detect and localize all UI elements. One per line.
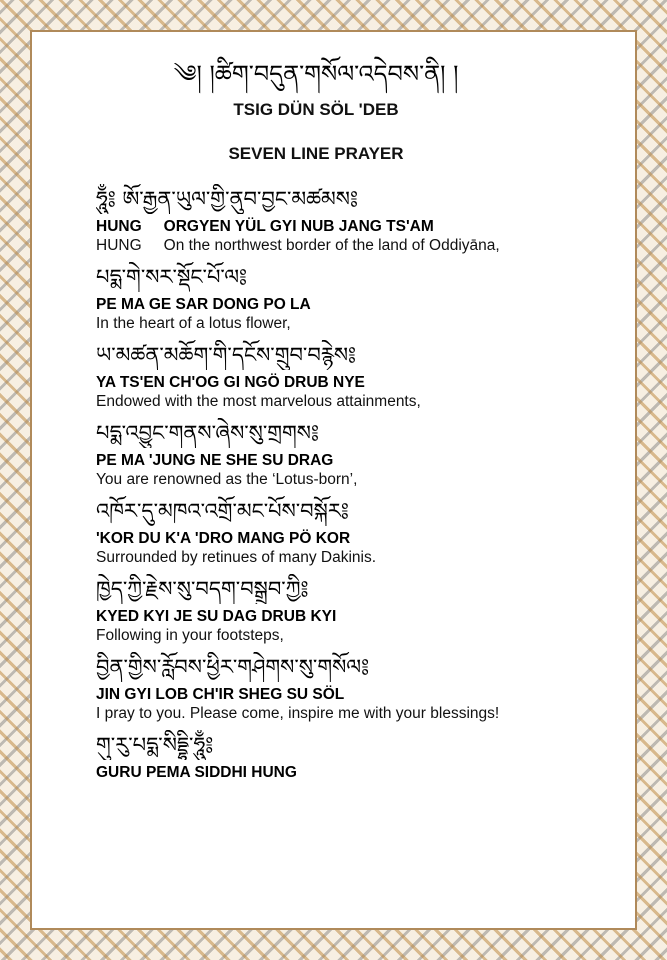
transliteration-text: ORGYEN YÜL GYI NUB JANG TS'AM — [163, 218, 434, 235]
page-subtitle: SEVEN LINE PRAYER — [228, 144, 404, 163]
tibetan-line: ཧཱུྃ༔ ཨོ་རྒྱན་ཡུལ་གྱི་ནུབ་བྱང་མཚམས༔ — [96, 187, 358, 211]
verse-1 — [96, 184, 536, 255]
translation-line: Surrounded by retinues of many Dakinis. — [96, 549, 377, 566]
translation-line — [96, 236, 536, 255]
verse-7 — [96, 652, 536, 723]
tibetan-line: འཁོར་དུ་མཁའ་འགྲོ་མང་པོས་བསྐོར༔ — [96, 499, 349, 523]
prayer-document — [96, 56, 536, 789]
verse-2 — [96, 262, 536, 333]
tibetan-line: བྱིན་གྱིས་རློབས་ཕྱིར་གཤེགས་སུ་གསོལ༔ — [96, 655, 370, 679]
verse-3 — [96, 340, 536, 411]
transliteration-line — [96, 217, 536, 236]
translation-text: On the northwest border of the land of Oddiyāna, — [163, 237, 500, 254]
verse-6 — [96, 574, 536, 645]
transliteration-line: GURU PEMA SIDDHI HUNG — [96, 764, 297, 781]
tibetan-line: ཡ་མཚན་མཆོག་གི་དངོས་གྲུབ་བརྙེས༔ — [96, 343, 357, 367]
transliteration-line: JIN GYI LOB CH'IR SHEG SU SÖL — [96, 686, 345, 703]
tibetan-line: གུ་རུ་པདྨ་སིདྡྷི་ཧཱུྃ༔ — [96, 733, 214, 757]
translation-line: You are renowned as the ‘Lotus-born’, — [96, 471, 358, 488]
transliteration-line: YA TS'EN CH'OG GI NGÖ DRUB NYE — [96, 374, 365, 391]
page-title: TSIG DÜN SÖL 'DEB — [233, 100, 399, 119]
tibetan-line: པདྨ་གེ་སར་སྡོང་པོ་ལ༔ — [96, 265, 248, 289]
transliteration-line: 'KOR DU K'A 'DRO MANG PÖ KOR — [96, 530, 351, 547]
translation-line: Endowed with the most marvelous attainments, — [96, 393, 421, 410]
transliteration-prefix: HUNG — [96, 218, 142, 235]
translation-prefix: HUNG — [96, 237, 142, 254]
transliteration-line: KYED KYI JE SU DAG DRUB KYI — [96, 608, 337, 625]
tibetan-line: པདྨ་འབྱུང་གནས་ཞེས་སུ་གྲགས༔ — [96, 421, 319, 445]
translation-line: In the heart of a lotus flower, — [96, 315, 291, 332]
tibetan-title: ༄། །ཚིག་བདུན་གསོལ་འདེབས་ནི། ། — [173, 60, 459, 88]
translation-line: Following in your footsteps, — [96, 627, 284, 644]
verse-list — [96, 184, 536, 782]
verse-5 — [96, 496, 536, 567]
verse-8 — [96, 730, 536, 782]
tibetan-line: ཁྱེད་ཀྱི་རྗེས་སུ་བདག་བསྒྲུབ་ཀྱི༔ — [96, 577, 309, 601]
transliteration-line: PE MA GE SAR DONG PO LA — [96, 296, 311, 313]
transliteration-line: PE MA 'JUNG NE SHE SU DRAG — [96, 452, 334, 469]
translation-line: I pray to you. Please come, inspire me with your blessings! — [96, 705, 500, 722]
verse-4 — [96, 418, 536, 489]
